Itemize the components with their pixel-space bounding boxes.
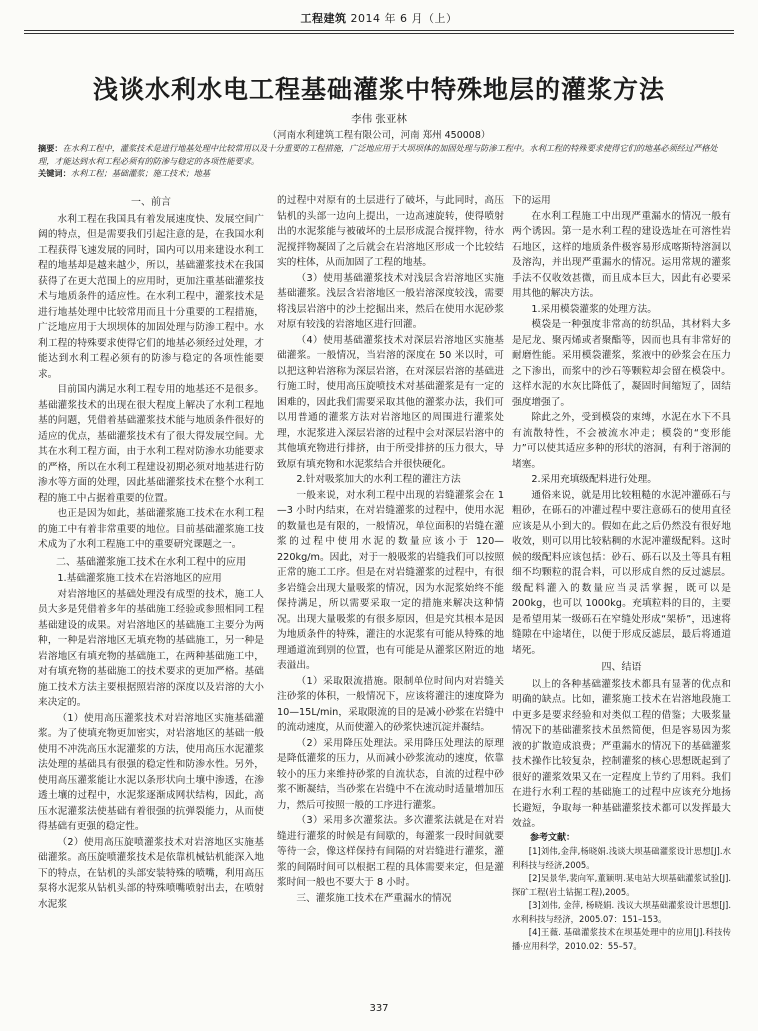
keywords xyxy=(38,168,724,179)
paragraph: （4）使用基础灌浆技术对深层岩溶地区实施基础灌浆。一般情况，当岩溶的深度在 50 米以时，可以把这种岩溶称为深层岩溶，在对深层岩溶的基础进行施工时，使用高压旋喷技术对基础灌浆是有一定的困难的，因此我们需要采取其他的灌浆办法，我们可以用普通的灌浆方法对岩溶地区的周围进行灌浆处理，水泥浆进入深层岩溶的过程中会对深层岩溶中的其他填充物进行排挤，由于所受排挤的压力很大，导致原有填充物和水泥浆结合并很快硬化。 xyxy=(277,334,504,470)
paragraph: 通俗来说，就是用比较粗糙的水泥冲灌砾石与粗砂，在砾石的冲灌过程中要注意砾石的使用直径应该是从小到大的。假如在此之后仍然没有很好地收效，则可以用比较粘稠的水泥冲灌级配料。这时候的级配料应该包括：砂石、砾石以及土等具有粗细不均颗粒的混合料，可以形成自然的反过滤层。级配料灌入的数量应当灵活掌握，既可以是 200kg，也可以 1000kg。充填粒料的目的，主要是希望用某一级砾石在窄缝处形成“架桥”，迅速将缝隙在中途堵住，以便于形成反滤层，最后将通道堵死。 xyxy=(512,489,731,656)
paragraph: 2.采用充填级配料进行处理。 xyxy=(531,474,657,485)
keywords-text: 水利工程；基础灌浆；施工技术；地基 xyxy=(70,168,210,178)
reference-item: [1]刘伟,金萍,杨晓娟.浅谈大坝基础灌浆设计思想[J].水利科技与经济,2005。 xyxy=(512,846,731,870)
running-header xyxy=(0,10,758,26)
article-title: 浅谈水利水电工程基础灌浆中特殊地层的灌浆方法 xyxy=(92,75,665,104)
paragraph: 下的运用 xyxy=(512,195,551,206)
keywords-label: 关键词： xyxy=(38,168,71,178)
journal-name: 工程建筑 xyxy=(300,12,347,25)
paragraph: 1.采用模袋灌浆的处理方法。 xyxy=(531,303,657,315)
paragraph: 对岩溶地区的基础处理没有成型的技术，施工人员大多是凭借着多年的基础施工经验或参照相同工程基础建设的成果。对岩溶地区的基础施工主要分为两种，一种是岩溶地区无填充物的基础施工，另一种是岩溶地区有填充物的基础施工，在两种基础施工中，对有填充物的基础施工的技术要求的更加严格。基础施工技术方法主要根据照岩溶的深度以及岩溶的大小来决定的。 xyxy=(38,588,264,708)
reference-item: [4]王薇. 基础灌浆技术在坝基处理中的应用[J].科技传播·应用科学，2010.02：55–57。 xyxy=(512,927,731,951)
paragraph: （2）采用降压处理法。采用降压处理法的原理是降低灌浆的压力，从而减小砂浆流动的速度，依靠较小的压力来维持砂浆的自流状态，自流的过程中砂浆不断凝结，当砂浆在岩缝中不在流动时适量增加压力，然后可按照一般的工序进行灌浆。 xyxy=(277,737,504,811)
paragraph: 模袋是一种强度非常高的纺织品，其材料大多是尼龙、聚丙烯或者聚酯等，因而也具有非常好的耐磨性能。采用模袋灌浆，浆液中的砂浆会在压力之下渗出，而浆中的沙石等颗粒却会留在模袋中。这样水泥的水灰比降低了，凝固时间缩短了，固结强度增强了。 xyxy=(512,319,731,408)
section-heading: 二、基础灌浆施工技术在水利工程中的应用 xyxy=(56,556,246,568)
paragraph: 一般来说，对水利工程中出现的岩缝灌浆会在 1—3 小时内结束，在对岩缝灌浆的过程中，使用水泥的数量也是有限的，一般情况，单位面积的岩缝在灌浆的过程中使用水泥的数量应该小于 120—220kg/m。因此，对于一般吸浆的岩缝我们可以按照正常的施工工序。但是在对岩缝灌浆的过程中，有很多岩缝会出现大量吸浆的情况，因为水泥浆始终不能保持满足，所以需要采取一定的措施来解决这种情况。出现大量吸浆的有很多原因，但是究其根本是因为地质条件的特殊，灌注的水泥浆有可能从特殊的地理通道流到别的位置，也有可能是从灌浆区附近的地表溢出。 xyxy=(277,489,505,671)
paragraph: 三、灌浆施工技术在严重漏水的情况 xyxy=(296,892,452,904)
column-1 xyxy=(38,193,264,912)
references xyxy=(512,832,731,954)
paragraph: 目前国内满足水利工程专用的地基还不是很多。基础灌浆技术的出现在很大程度上解决了水利工程地基的问题，凭借着基础灌浆技术能与地质条件很好的适应的优点，基础灌浆技术有了很大得发展空间。尤其在水利工程方面，由于水利工程对防渗水功能要求的严格，所以在水利工程建设初期必须对地基进行防渗水等方面的处理，因此基础灌浆技术在整个水利工程的施工中占据着重要的位置。 xyxy=(38,384,264,504)
header-rule xyxy=(24,30,734,31)
paragraph: （3）使用基础灌浆技术对浅层含岩溶地区实施基础灌浆。浅层含岩溶地区一般岩溶深度较浅，需要将浅层岩溶中的沙土挖掘出来，然后在使用水泥砂浆对原有较浅的岩溶地区进行回灌。 xyxy=(277,272,504,330)
paragraph: 以上的各种基础灌浆技术都具有显著的优点和明确的缺点。比如，灌浆施工技术在岩溶地段施工中更多是要求经验和对类似工程的借鉴；大吸浆量情况下的基础灌浆技术虽然简便，但是容易因为浆液的扩散造成浪费；严重漏水的情况下的基础灌浆技术操作比较复杂，控制灌浆的核心思想既起到了很好的灌浆效果又在一定程度上节约了用料。我们在进行水利工程的基础施工的过程中应该充分地扬长避短，争取每一种基础灌浆技术都可以发挥最大效益。 xyxy=(512,678,731,829)
column-2 xyxy=(277,193,504,906)
paragraph: 水利工程在我国具有着发展速度快、发展空间广阔的特点，但是需要我们引起注意的是，在我国水利工程获得飞速发展的同时，国内可以用来建设水利工程的地基却是越来越少，所以，基础灌浆技术在我国获得了在更大范围上的应用时，更加注重基础灌浆技术与地质条件的适应性。在水利工程中，灌浆技术是进行地基处理中比较常用而且十分重要的工程措施，广泛地应用于大坝坝体的加固处理与防渗工程中。水利工程的特殊要求使得它们的地基必须经过处理，才能达到水利工程必须有的防渗与稳定的各项性能要求。 xyxy=(38,213,264,380)
section-heading: 四、结语 xyxy=(601,662,642,673)
reference-item: [3]刘伟, 金萍, 杨晓娟. 浅议大坝基础灌浆设计思想[J].水利科技与经济，2005.07：151–153。 xyxy=(512,900,731,924)
abstract-label: 摘要： xyxy=(38,143,63,153)
issue-date: 2014 年 6 月（上） xyxy=(350,12,458,25)
affiliation: （河南水利建筑工程有限公司，河南 郑州 450008） xyxy=(267,130,491,141)
paragraph: 1.基础灌浆施工技术在岩溶地区的应用 xyxy=(57,573,222,584)
paragraph: （3）采用多次灌浆法。多次灌浆法就是在对岩缝进行灌浆的时候是有间歇的，每灌浆一段时间就要等待一会，像这样保持有间隔的对岩缝进行灌浆，灌浆的间隔时间可以根据工程的具体需要来定，但是灌浆时间一般也不要大于 8 小时。 xyxy=(277,815,504,888)
paragraph: 除此之外，受到模袋的束缚，水泥在水下不具有流散特性，不会被流水冲走；模袋的“变形能力”可以使其适应多种的形状的溶洞，有利于溶洞的堵塞。 xyxy=(512,412,731,470)
references-heading: 参考文献： xyxy=(530,832,576,843)
header-rule-double xyxy=(24,33,734,34)
paragraph: （1）采取限流措施。限制单位时间内对岩缝关注砂浆的体积，一般情况下，应该将灌注的速度降为 10—15L/min，采取限流的目的是减小砂浆在岩缝中的流动速度，从而使灌入的砂浆快速沉淀并凝结。 xyxy=(277,675,504,733)
section-heading: 一、前言 xyxy=(131,197,171,208)
paragraph: 2.针对吸浆加大的水利工程的灌注方法 xyxy=(296,474,461,485)
paragraph: （2）使用高压旋喷灌浆技术对岩溶地区实施基础灌浆。高压旋喷灌浆技术是依靠机械钻机能深入地下的特点，在钻机的头部安装特殊的喷嘴，利用高压泵将水泥浆从钻机头部的特殊喷嘴喷射出去，在喷射水泥浆 xyxy=(38,836,264,910)
column-3 xyxy=(512,193,731,953)
reference-item: [2]吴景华,裴向军,董颖明.某电站大坝基础灌浆试验[J].探矿工程(岩土钻掘工程),2005。 xyxy=(512,873,731,897)
paragraph: 也正是因为如此，基础灌浆施工技术在水利工程的施工中有着非常重要的地位。目前基础灌浆施工技术成为了水利工程施工中的重要研究课题之一。 xyxy=(38,508,264,550)
abstract-text: 在水利工程中，灌浆技术是进行地基处理中比较常用以及十分重要的工程措施，广泛地应用于大坝坝体的加固处理与防渗工程中。水利工程的特殊要求使得它们的地基必须经过严格处理，才能达到水利工程必须有的防渗与稳定的各项性能要求。 xyxy=(38,143,718,166)
page-number: 337 xyxy=(369,1003,389,1014)
abstract xyxy=(38,142,724,168)
authors: 李伟 张亚林 xyxy=(351,113,407,125)
paragraph: （1）使用高压灌浆技术对岩溶地区实施基础灌浆。为了使填充物更加密实，对岩溶地区的基础一般使用不冲洗高压水泥灌浆的方法，使用高压水泥灌浆法处理的基础具有很强的稳定性和防渗水性。另外，使用高压灌浆能让水泥以条形状向土壤中渗透，在渗透土壤的过程中，水泥浆逐渐成网状结构，因此，高压水泥灌浆法使基础有着很强的抗弹裂能力，从而使得基础有更强的稳定性。 xyxy=(38,712,264,832)
paragraph: 的过程中对原有的土层进行了破坏，与此同时，高压钻机的头部一边向上提出，一边高速旋转，使得喷射出的水泥浆能与被破坏的土层形成混合搅拌物，待水泥搅拌物凝固了之后就会在岩溶地区形成一个比较结实的柱体，从而加固了工程的地基。 xyxy=(277,195,504,268)
paragraph: 在水利工程施工中出现严重漏水的情况一般有两个诱因。第一是水利工程的建设选址在可溶性岩石地区，这样的地质条件极容易形成喀斯特溶洞以及溶沟，并出现严重漏水的情况。运用常规的灌浆手法不仅收效甚微，而且成本巨大，因此有必要采用其他的解决方法。 xyxy=(512,210,731,299)
